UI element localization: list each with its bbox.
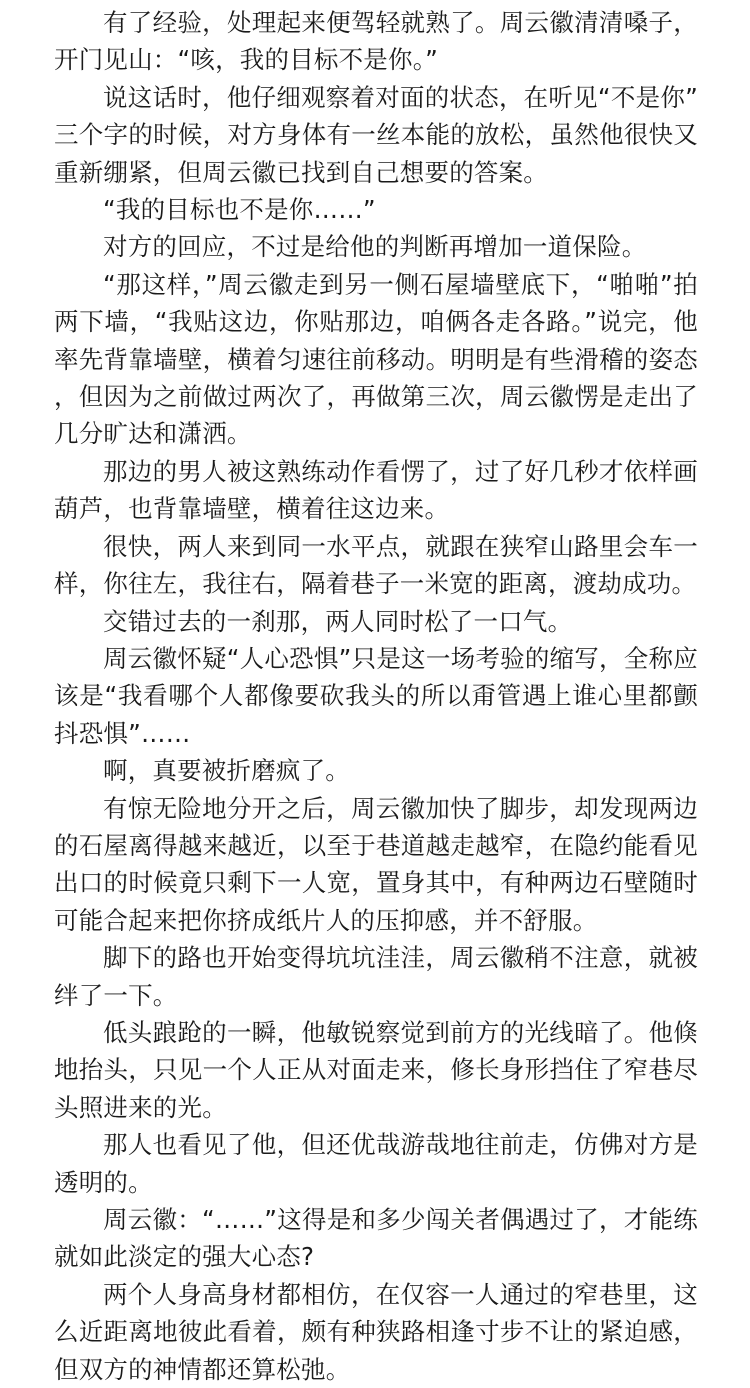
paragraph-11: 有惊无险地分开之后，周云徽加快了脚步，却发现两边的石屋离得越来越近，以至于巷道越走越窄，在隐约能看见出口的时候竟只剩下一人宽，置身其中，有种两边石壁随时可能合起来把你挤成纸片人的压抑感，并不舒服。 — [54, 793, 698, 935]
paragraph-1: 有了经验，处理起来便驾轻就熟了。周云徽清清嗓子，开门见山：“咳，我的目标不是你。” — [54, 8, 698, 75]
paragraph-5: “那这样，”周云徽走到另一侧石屋墙壁底下，“啪啪”拍两下墙，“我贴这边，你贴那边，咱俩各走各路。”说完，他率先背靠墙壁，横着匀速往前移动。明明是有些滑稽的姿态，但因为之前做过两次了，再做第三次，周云徽愣是走出了几分旷达和潇洒。 — [54, 269, 698, 449]
paragraph-6: 那边的男人被这熟练动作看愣了，过了好几秒才依样画葫芦，也背靠墙壁，横着往这边来。 — [54, 456, 698, 524]
paragraph-16: 两个人身高身材都相仿，在仅容一人通过的窄巷里，这么近距离地彼此看着，颇有种狭路相逢寸步不让的紧迫感，但双方的神情都还算松弛。 — [54, 1279, 698, 1384]
paragraph-13: 低头踉跄的一瞬，他敏锐察觉到前方的光线暗了。他倏地抬头，只见一个人正从对面走来，修长身形挡住了窄巷尽头照进来的光。 — [54, 1017, 698, 1122]
paragraph-9: 周云徽怀疑“人心恐惧”只是这一场考验的缩写，全称应该是“我看哪个人都像要砍我头的所以甭管遇上谁心里都颤抖恐惧”…… — [54, 643, 698, 748]
paragraph-3: “我的目标也不是你……” — [103, 195, 376, 225]
paragraph-8: 交错过去的一刹那，两人同时松了一口气。 — [103, 606, 573, 636]
paragraph-14: 那人也看见了他，但还优哉游哉地往前走，仿佛对方是透明的。 — [54, 1130, 698, 1197]
paragraph-15: 周云徽：“……”这得是和多少闯关者偶遇过了，才能练就如此淡定的强大心态? — [54, 1205, 698, 1272]
paragraph-7: 很快，两人来到同一水平点，就跟在狭窄山路里会车一样，你往左，我往右，隔着巷子一米宽的距离，渡劫成功。 — [54, 531, 698, 599]
paragraph-4: 对方的回应，不过是给他的判断再增加一道保险。 — [103, 232, 647, 262]
paragraph-10: 啊，真要被折磨疯了。 — [103, 756, 350, 786]
paragraph-12: 脚下的路也开始变得坑坑洼洼，周云徽稍不注意，就被绊了一下。 — [54, 943, 698, 1010]
paragraph-2: 说这话时，他仔细观察着对面的状态，在听见“不是你”三个字的时候，对方身体有一丝本能的放松，虽然他很快又重新绷紧，但周云徽已找到自己想要的答案。 — [54, 82, 698, 187]
